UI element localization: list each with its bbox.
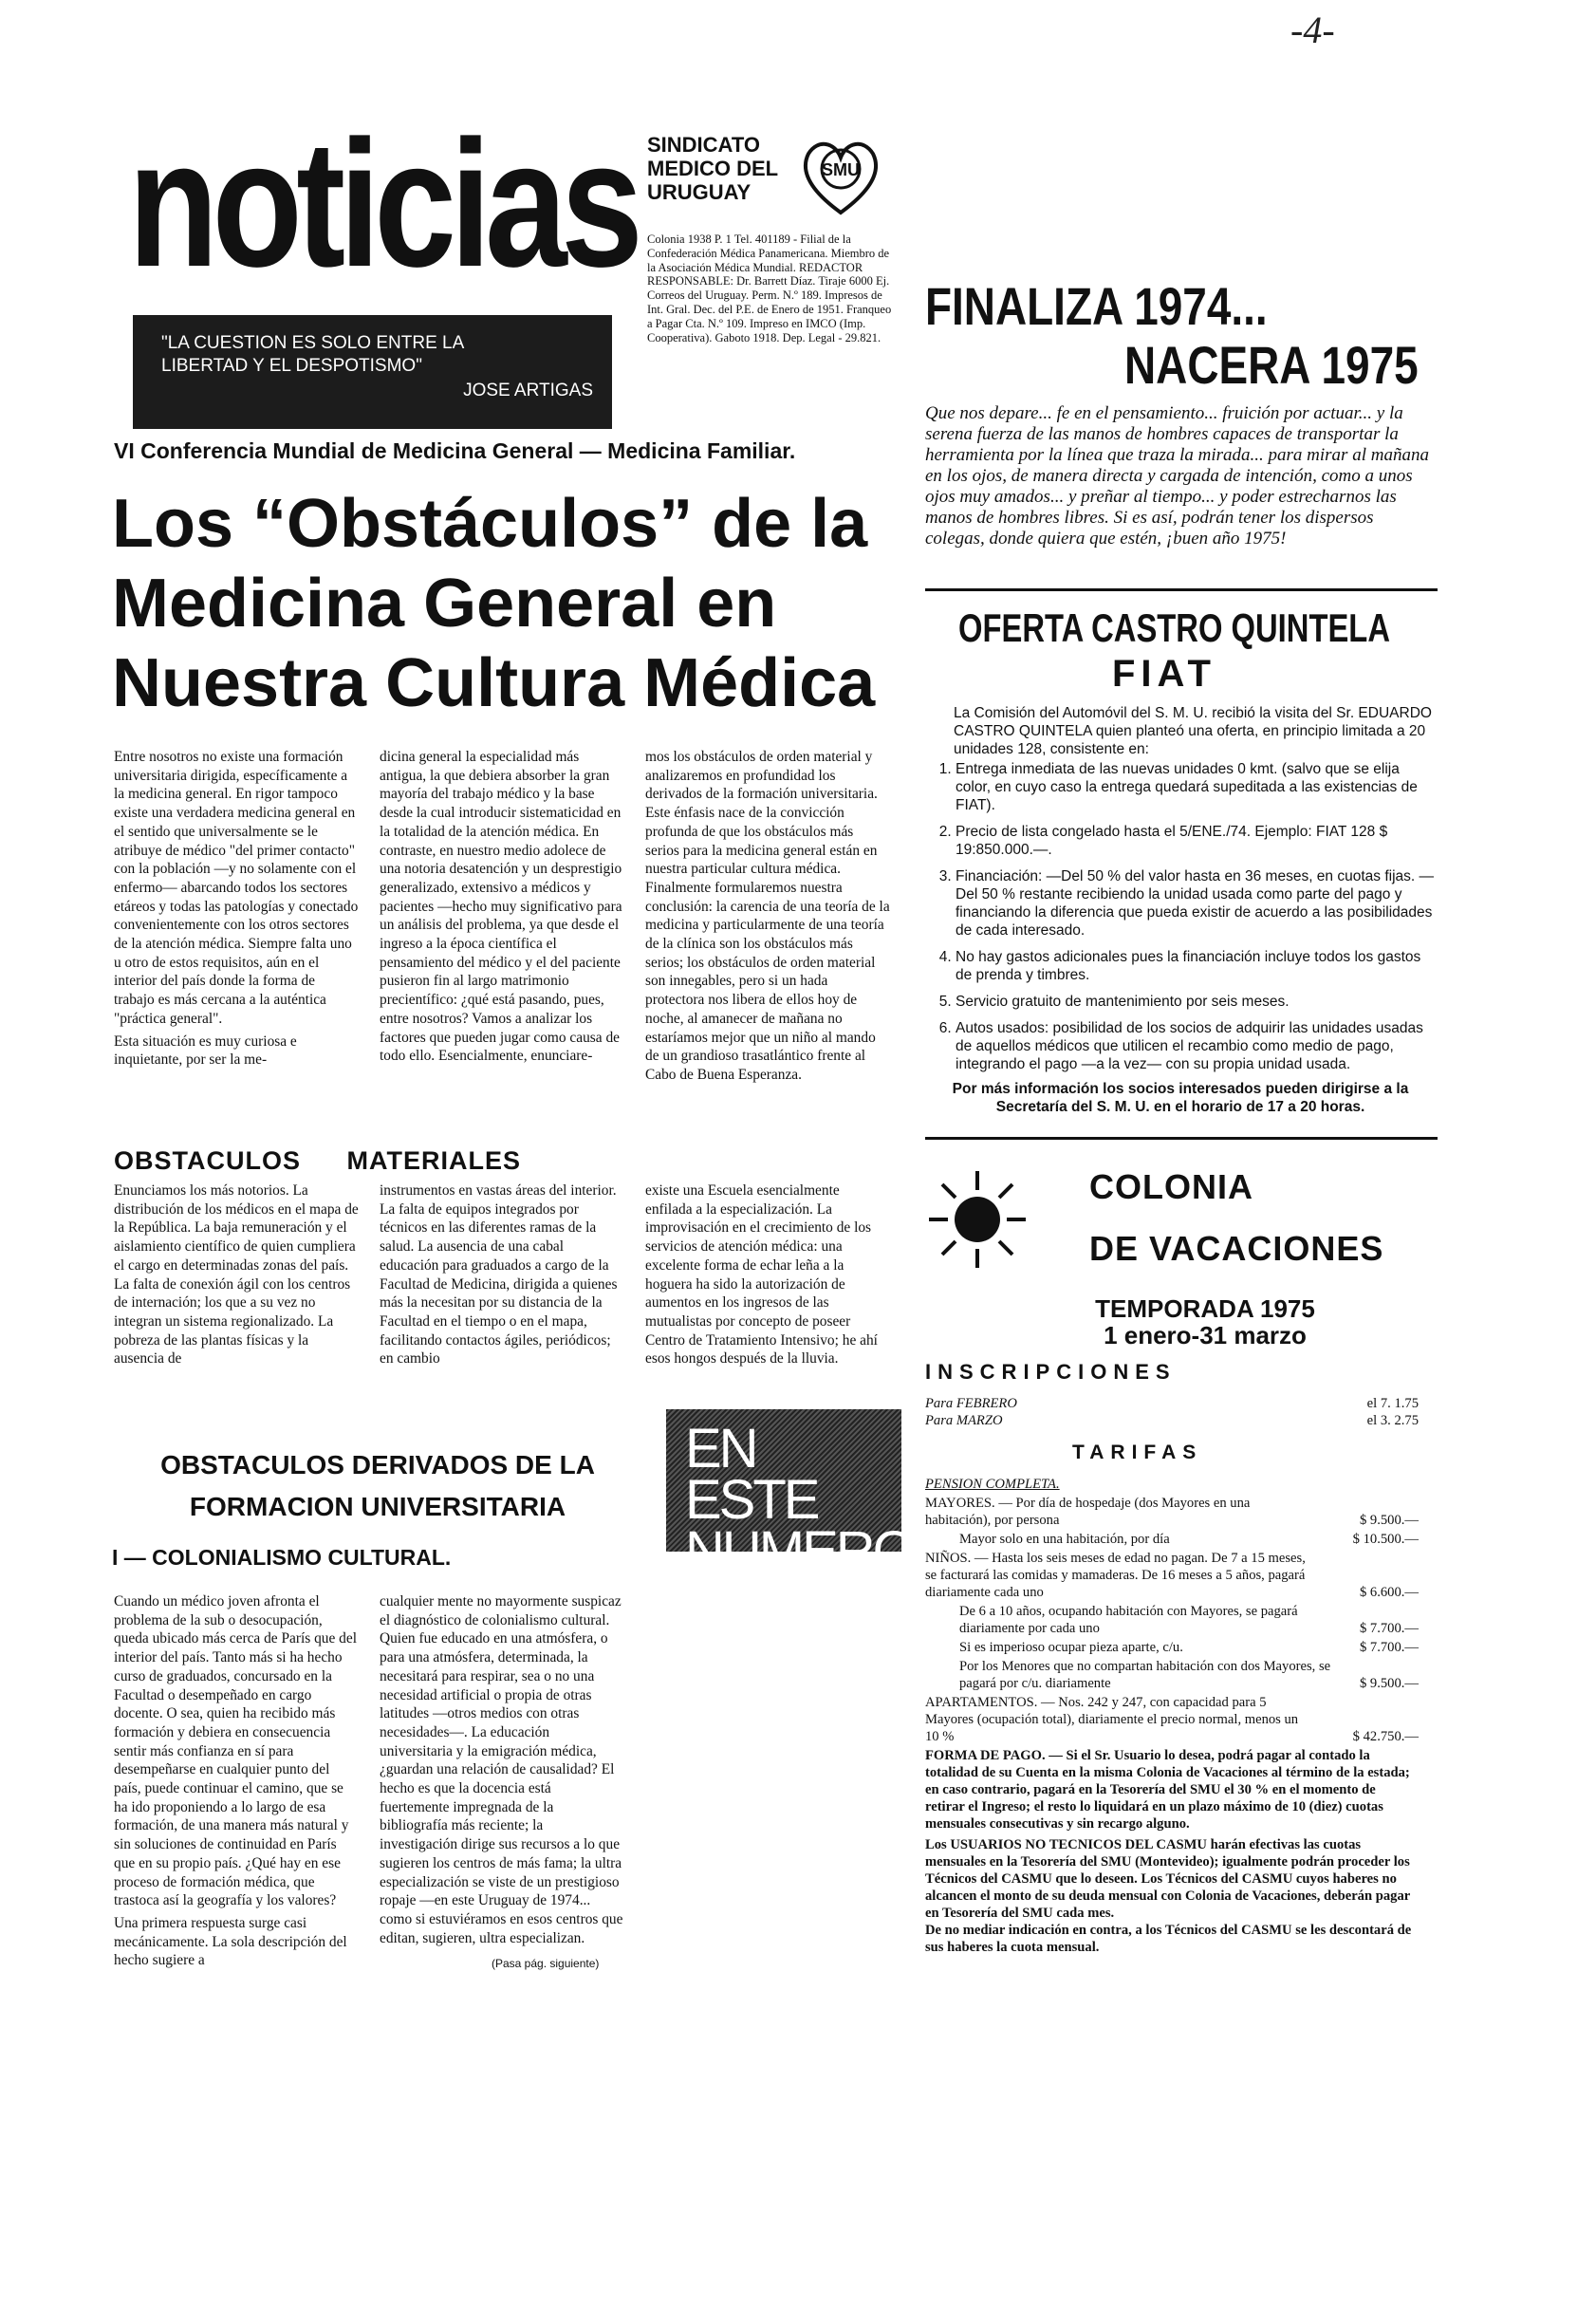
- divider-rule: [925, 1137, 1438, 1140]
- oferta-title: OFERTA CASTRO QUINTELA: [958, 605, 1390, 650]
- colonia-title-2: DE VACACIONES: [1089, 1229, 1384, 1268]
- colophon: Colonia 1938 P. 1 Tel. 401189 - Filial de la Confederación Médica Panamericana. Miembro de la Asociación Médica Mundial. REDACTOR RESPONSABLE: Dr. Barrett Díaz. Tiraje 6000 Ej. Correos del Uruguay. Perm. N.º 189. Impresos de Int. Gral. Dec. del P.E. de Enero de 1951. Franqueo a Pagar Cta. N.º 109. Impreso en IMCO (Imp. Cooperativa). Gaboto 1918. Dep. Legal - 29.821.: [647, 233, 892, 344]
- continued-note: (Pasa pág. siguiente): [492, 1957, 600, 1970]
- sun-icon: [925, 1167, 1030, 1272]
- formacion-paragraph: Una primera respuesta surge casi mecánicamente. La sola descripción del hecho sugiere a: [114, 1914, 347, 1969]
- motto-text: "LA CUESTION ES SOLO ENTRE LA LIBERTAD Y EL DESPOTISMO": [161, 333, 464, 376]
- tarifa-row: Mayor solo en una habitación, por día $ 10.500.—: [959, 1532, 1419, 1547]
- oferta-item: 6. Autos usados: posibilidad de los socios de adquirir las unidades usadas de aquellos médicos que utilicen el recambio como medio de pago, integrando el pago —a la vez— con su propia unidad usada.: [956, 1019, 1436, 1073]
- tarifa-row: Si es imperioso ocupar pieza aparte, c/u. $ 7.700.—: [959, 1640, 1419, 1655]
- new-year-line-2: NACERA 1975: [1124, 335, 1419, 395]
- section-heading-formacion: OBSTACULOS DERIVADOS DE LA FORMACION UNIVERSITARIA: [160, 1450, 595, 1521]
- tarifas-table: [925, 1476, 1419, 1956]
- season-label: TEMPORADA 1975: [1095, 1294, 1315, 1323]
- formacion-column-2: cualquier mente no mayormente suspicaz el diagnóstico de colonialismo cultural. Quien fue educado en una atmósfera, o para una atmósfera, determinada, la necesitará para respirar, sea o no una necesidad artificial o propia de otras latitudes —otros medios con otras necesidades—. La educación universitaria y la emigración médica, ¿guardan una relación de causalidad? El hecho es que la docencia está fuertemente impregnada de la bibliografía más reciente; la investigación dirige sus recursos a lo que sugieren los centros de más fama; la ultra especialización se viste de un prestigioso ropaje —en este Uruguay de 1974... como si estuviéramos en esos centros que editan, sugieren, ultra especializan.: [380, 1593, 623, 1946]
- colonia-season: [1006, 1295, 1404, 1349]
- new-year-text: Que nos depare... fe en el pensamiento... fruición por actuar... y la serena fuerza de las manos de hombres capaces de transportar la herramienta por la línea que traza la mirada... para mirar al mañana en los ojos, de manera directa y cargada de intención, como a unos ojos muy amados... y preñar al tiempo... y poder estrecharnos las manos de hombres libres. Si es así, podrán tener los dispersos colegas, donde quiera que estén, ¡buen año 1975!: [925, 403, 1429, 549]
- materiales-column-3: existe una Escuela esencialmente enfilada a la especialización. La improvisación en el crecimiento de los servicios de atención médica: una excelente forma de echar leña a la hoguera ha sido la autorización de aumentos en los ingresos de las mutualistas por concepto de poseer Centro de Tratamiento Intensivo; he ahí esos hongos después de la lluvia.: [645, 1182, 878, 1367]
- materiales-column-2: instrumentos en vastas áreas del interior. La falta de equipos integrados por técnicos en las diferentes ramas de la salud. La ausencia de una cabal educación para graduados a cargo de la Facultad de Medicina, dirigida a quienes más la necesitan por su distancia de la Facultad en el tiempo o en el mapa, facilitando contactos ágiles, periódicos; en cambio: [380, 1182, 618, 1367]
- article-paragraph: Esta situación es muy curiosa e inquietante, por ser la me-: [114, 1033, 297, 1069]
- oferta-item: 2. Precio de lista congelado hasta el 5/ENE./74. Ejemplo: FIAT 128 $ 19:850.000.—.: [956, 823, 1436, 859]
- inscripciones-heading: INSCRIPCIONES: [925, 1360, 1177, 1384]
- materiales-column-1: Enunciamos los más notorios. La distribución de los médicos en el mapa de la República. La baja remuneración y el aislamiento científico de quien cumpliera el cargo en determinadas zonas del país. La falta de conexión ágil con los centros de internación; los que a su vez no integran un sistema regionalizado. La pobreza de las plantas físicas y la ausencia de: [114, 1182, 359, 1367]
- publisher-line-1: SINDICATO: [647, 133, 760, 157]
- tarifa-row: De 6 a 10 años, ocupando habitación con Mayores, se pagará diariamente por cada uno $ 7.700.—: [959, 1604, 1419, 1636]
- oferta-item: 4. No hay gastos adicionales pues la financiación incluye todos los gastos de prenda y timbres.: [956, 948, 1436, 984]
- motto-box: [133, 315, 612, 429]
- article-column-2: dicina general la especialidad más antigua, la que debiera absorber la gran mayoría del trabajo médico y la base desde la cual introducir sistematicidad en la totalidad de la atención médica. En contraste, en nuestro medio adolece de una notoria desatención y un desprestigio generalizado, extensivo a médicos y pacientes —hecho muy significativo para un análisis del problema, ya que desde el ingreso a la época científica el pensamiento del médico y el del paciente pusieron fin al largo matrimonio precientífico: ¿qué está pasando, pues, entre nosotros? Vamos a analizar los factores que pueden jugar como causa de todo ello. Esencialmente, enunciare-: [380, 749, 622, 1065]
- tarifa-row: NIÑOS. — Hasta los seis meses de edad no pagan. De 7 a 15 meses, se facturará las comidas y mamaderas. De 16 meses a 5 años, pagará diariamente cada uno $ 6.600.—: [925, 1551, 1419, 1600]
- inscripcion-row: Para MARZO el 3. 2.75: [925, 1413, 1419, 1428]
- subheading-colonialismo: I — COLONIALISMO CULTURAL.: [112, 1545, 452, 1570]
- usuarios-casmu: Los USUARIOS NO TECNICOS DEL CASMU harán efectivas las cuotas mensuales en la Tesorería del SMU (Montevideo); igualmente podrán proceder los Técnicos del CASMU que lo deseen. Los Técnicos del CASMU cuyos haberes no alcancen el monto de su deuda mensual con Colonia de Vacaciones, deberán pagar en Tesorería del SMU cada mes.: [925, 1837, 1410, 1921]
- article-column-1: [114, 748, 359, 1073]
- forma-de-pago: FORMA DE PAGO. — Si el Sr. Usuario lo desea, podrá pagar al contado la totalidad de su Cuenta en la misma Colonia de Vacaciones al término de la estada; en caso contrario, pagará en la Tesorería del SMU el 30 % en el momento de retirar el Ingreso; el resto lo liquidará en un plazo máximo de 10 (diez) cuotas mensuales consecutivas y sin recargo alguno.: [925, 1748, 1410, 1832]
- new-year-line-1: FINALIZA 1974...: [925, 276, 1268, 336]
- oferta-item: 1. Entrega inmediata de las nuevas unidades 0 kmt. (salvo que se elija color, en cuyo caso la entrega quedará supeditada a las existencias de FIAT).: [956, 760, 1436, 814]
- oferta-footer: Por más información los socios interesados pueden dirigirse a la Secretaría del S. M. U. en el horario de 17 a 20 horas.: [952, 1081, 1409, 1115]
- oferta-list: [925, 760, 1436, 1073]
- season-dates: 1 enero-31 marzo: [1104, 1321, 1307, 1349]
- tarifa-row: Por los Menores que no compartan habitación con dos Mayores, se pagará por c/u. diariamente $ 9.500.—: [959, 1659, 1419, 1691]
- formacion-paragraph: Cuando un médico joven afronta el problema de la sub o desocupación, queda ubicado más cerca de París que del interior del país. Tanto más si ha hecho curso de graduados, concursado en la Facultad o desempeñado en cargo docente. O sea, quien ha recibido más formación y debiera en consecuencia sentir más confianza en sí para desempeñarse en cualquier punto del país, puede continuar el camino, que se ha ido proponiendo a lo largo de esa formación, de una manera más natural y sin soluciones de continuidad en París que en su propio país. ¿Qué hay en ese proceso de formación médica, que trastoca así la geografía y los valores?: [114, 1593, 357, 1909]
- handwritten-page-number: -4-: [1290, 9, 1335, 51]
- oferta-brand: FIAT: [1112, 653, 1216, 695]
- inscripciones-table: [925, 1395, 1419, 1429]
- smu-logo-text: SMU: [822, 160, 860, 179]
- smu-heart-logo-icon: [797, 133, 884, 220]
- tarifas-heading: TARIFAS: [1072, 1442, 1203, 1463]
- oferta-item: 5. Servicio gratuito de mantenimiento por seis meses.: [956, 993, 1436, 1011]
- article-paragraph: Entre nosotros no existe una formación universitaria dirigida, específicamente a la medicina general. En rigor tampoco existe una verdadera medicina general en el sentido que universalmente se le atribuye de médico "del primer contacto" con la población —y no solamente con el enfermo— abarcando todos los sectores etáreos y todas las patologías y conectado convenientemente con los otros sectores de la atención médica. Siempre falta uno u otro de estos requisitos, aún en el interior del país donde la forma de trabajo es más cercana a la auténtica "práctica general".: [114, 749, 359, 1027]
- motto-author: JOSE ARTIGAS: [463, 381, 593, 400]
- article-column-3: mos los obstáculos de orden material y analizaremos en profundidad los derivados de la formación universitaria. Este énfasis nace de la convicción profunda de que los obstáculos más serios para la medicina general están en nuestra particular cultura médica. Finalmente formularemos nuestra conclusión: la carencia de una teoría de la medicina y particularmente de una teoría de la clínica son los obstáculos más serios; los obstáculos de orden material son innegables, pero si un hada protectora nos libera de ellos hoy de noche, al amanecer de mañana no estaríamos mejor que un niño al mando de un grandioso trasatlántico frente al Cabo de Buena Esperanza.: [645, 749, 890, 1083]
- publisher-line-3: URUGUAY: [647, 180, 752, 204]
- article-headline: Los “Obstáculos” de la Medicina General en Nuestra Cultura Médica: [112, 486, 876, 721]
- en-este-numero-box: EN ESTE NUMERO: [666, 1409, 901, 1552]
- pension-label: PENSION COMPLETA.: [925, 1477, 1060, 1492]
- publisher-line-2: MEDICO DEL: [647, 157, 779, 180]
- tarifa-row: APARTAMENTOS. — Nos. 242 y 247, con capacidad para 5 Mayores (ocupación total), diariamente el precio normal, menos un 10 % $ 42.750.—: [925, 1695, 1419, 1744]
- tarifa-row: MAYORES. — Por día de hospedaje (dos Mayores en una habitación), por persona $ 9.500.—: [925, 1496, 1419, 1528]
- indicacion-casmu: De no mediar indicación en contra, a los Técnicos del CASMU se les descontará de sus haberes la cuota mensual.: [925, 1923, 1412, 1955]
- masthead-title: noticias: [128, 103, 638, 305]
- oferta-body: [925, 704, 1436, 1116]
- oferta-intro: La Comisión del Automóvil del S. M. U. recibió la visita del Sr. EDUARDO CASTRO QUINTELA quien planteó una oferta, en principio limitada a 20 unidades 128, consistente en:: [954, 705, 1432, 757]
- divider-rule: [925, 588, 1438, 591]
- colonia-title-1: COLONIA: [1089, 1167, 1253, 1206]
- inscripcion-row: Para FEBRERO el 7. 1.75: [925, 1396, 1419, 1411]
- article-kicker: VI Conferencia Mundial de Medicina General — Medicina Familiar.: [114, 438, 796, 463]
- formacion-column-1: [114, 1592, 359, 1974]
- oferta-item: 3. Financiación: —Del 50 % del valor hasta en 36 meses, en cuotas fijas. —Del 50 % restante recibiendo la unidad usada como parte del pago y financiando la diferencia que pueda existir de acuerdo a las posibilidades de cada interesado.: [956, 867, 1436, 940]
- section-heading-materiales: OBSTACULOS MATERIALES: [114, 1146, 521, 1175]
